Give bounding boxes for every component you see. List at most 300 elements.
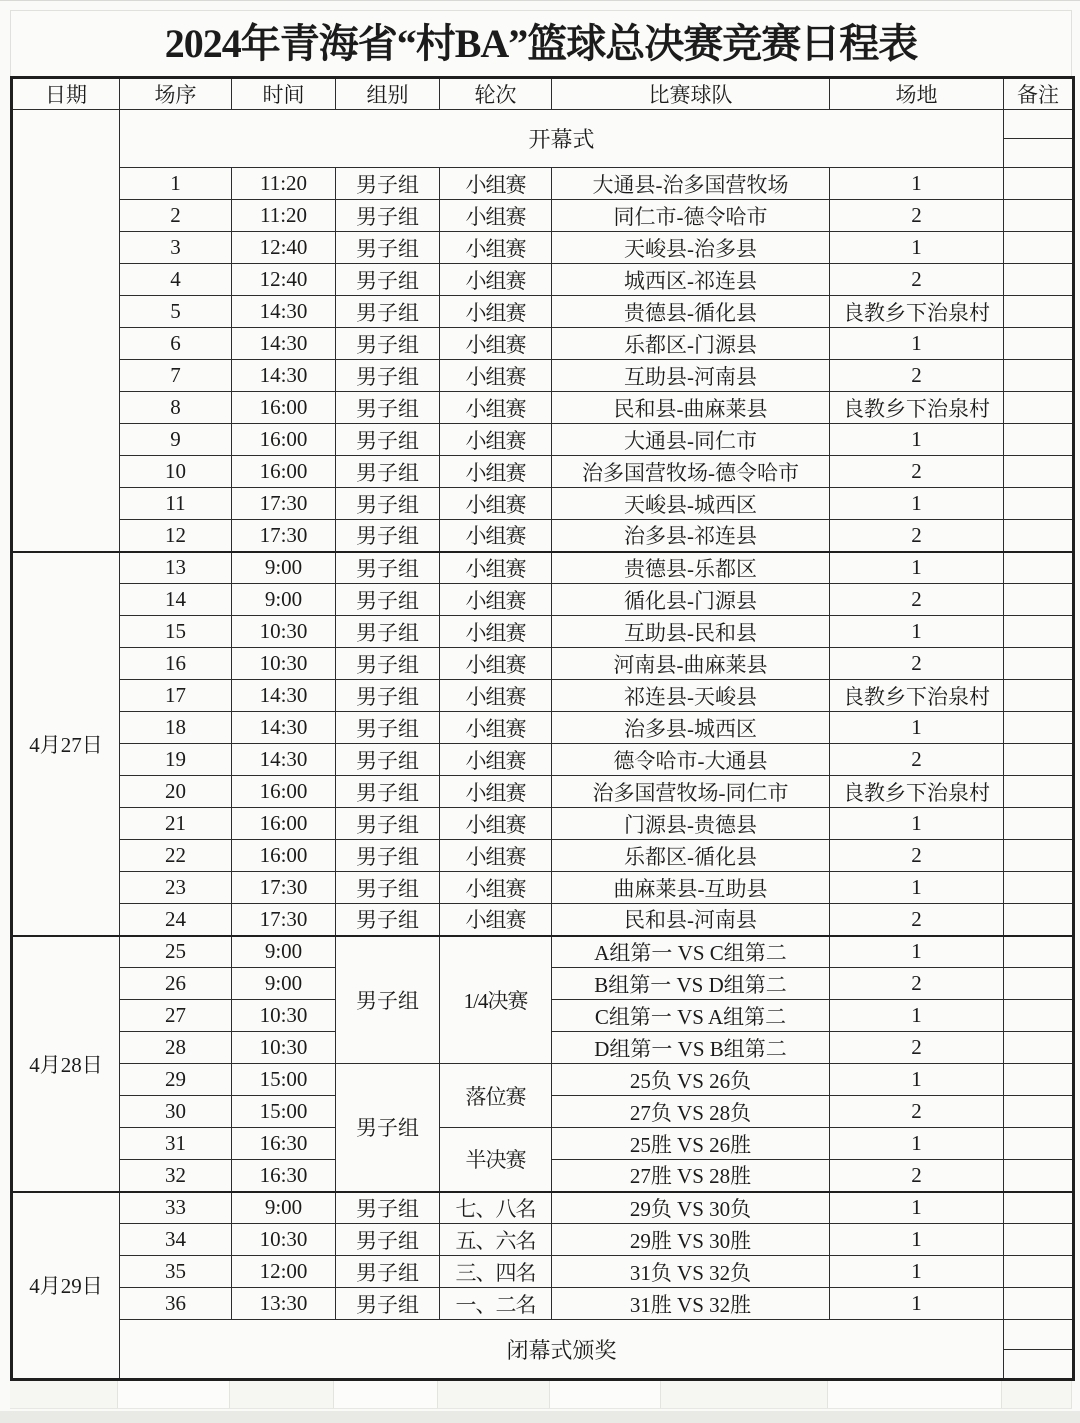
cell-group: 男子组	[336, 392, 440, 424]
cell-teams: 民和县-河南县	[552, 904, 830, 936]
match-row-14	[12, 584, 1074, 616]
cell-time: 14:30	[232, 296, 336, 328]
cell-round: 小组赛	[440, 264, 552, 296]
cell-group: 男子组	[336, 712, 440, 744]
cell-time: 9:00	[232, 1192, 336, 1224]
cell-remark	[1004, 616, 1074, 648]
cell-round: 五、六名	[440, 1224, 552, 1256]
cell-time: 16:30	[232, 1160, 336, 1192]
cell-teams: 同仁市-德令哈市	[552, 200, 830, 232]
ghost-column	[661, 1381, 828, 1409]
cell-match-no: 30	[120, 1096, 232, 1128]
cell-remark	[1004, 744, 1074, 776]
cell-round: 小组赛	[440, 168, 552, 200]
cell-venue: 2	[830, 456, 1004, 488]
cell-match-no: 34	[120, 1224, 232, 1256]
cell-teams: 25胜 VS 26胜	[552, 1128, 830, 1160]
cell-venue: 2	[830, 1096, 1004, 1128]
cell-date: 4月29日	[12, 1192, 120, 1380]
cell-venue: 1	[830, 616, 1004, 648]
cell-teams: 治多国营牧场-德令哈市	[552, 456, 830, 488]
match-row-36	[12, 1288, 1074, 1320]
cell-venue: 1	[830, 936, 1004, 968]
cell-teams: 门源县-贵德县	[552, 808, 830, 840]
match-row-9	[12, 424, 1074, 456]
cell-group: 男子组	[336, 872, 440, 904]
cell-match-no: 6	[120, 328, 232, 360]
cell-time: 10:30	[232, 1032, 336, 1064]
cell-remark	[1004, 584, 1074, 616]
match-row-4	[12, 264, 1074, 296]
cell-venue: 1	[830, 1256, 1004, 1288]
cell-teams: C组第一 VS A组第二	[552, 1000, 830, 1032]
cell-date: 4月28日	[12, 936, 120, 1192]
cell-teams: 天峻县-治多县	[552, 232, 830, 264]
cell-time: 17:30	[232, 872, 336, 904]
cell-remark	[1004, 1128, 1074, 1160]
cell-match-no: 35	[120, 1256, 232, 1288]
cell-group: 男子组	[336, 936, 440, 1064]
cell-remark	[1004, 200, 1074, 232]
cell-remark	[1004, 872, 1074, 904]
cell-group: 男子组	[336, 808, 440, 840]
cell-teams: 民和县-曲麻莱县	[552, 392, 830, 424]
cell-time: 11:20	[232, 200, 336, 232]
cell-remark	[1004, 1160, 1074, 1192]
cell-time: 11:20	[232, 168, 336, 200]
cell-group: 男子组	[336, 616, 440, 648]
cell-round: 小组赛	[440, 200, 552, 232]
cell-teams: 天峻县-城西区	[552, 488, 830, 520]
cell-match-no: 5	[120, 296, 232, 328]
cell-group: 男子组	[336, 200, 440, 232]
cell-match-no: 26	[120, 968, 232, 1000]
schedule-sheet	[0, 10, 1080, 1423]
cell-time: 16:00	[232, 392, 336, 424]
cell-time: 14:30	[232, 744, 336, 776]
cell-teams: 治多国营牧场-同仁市	[552, 776, 830, 808]
cell-teams: 25负 VS 26负	[552, 1064, 830, 1096]
cell-remark	[1004, 488, 1074, 520]
cell-remark	[1004, 648, 1074, 680]
cell-round: 小组赛	[440, 360, 552, 392]
cell-match-no: 11	[120, 488, 232, 520]
ceremony-row	[12, 1320, 1074, 1380]
cell-time: 9:00	[232, 552, 336, 584]
cell-round: 小组赛	[440, 424, 552, 456]
cell-venue: 2	[830, 904, 1004, 936]
cell-remark	[1004, 1000, 1074, 1032]
cell-match-no: 12	[120, 520, 232, 552]
cell-teams: 循化县-门源县	[552, 584, 830, 616]
cell-remark	[1004, 424, 1074, 456]
cell-match-no: 7	[120, 360, 232, 392]
cell-venue: 1	[830, 488, 1004, 520]
cell-time: 16:00	[232, 424, 336, 456]
cell-teams: 城西区-祁连县	[552, 264, 830, 296]
cell-time: 9:00	[232, 584, 336, 616]
cell-group: 男子组	[336, 424, 440, 456]
cell-group: 男子组	[336, 232, 440, 264]
column-header-teams: 比赛球队	[552, 78, 830, 110]
cell-venue: 2	[830, 840, 1004, 872]
cell-match-no: 27	[120, 1000, 232, 1032]
match-row-29	[12, 1064, 1074, 1096]
cell-time: 10:30	[232, 648, 336, 680]
cell-remark	[1004, 840, 1074, 872]
cell-remark	[1004, 968, 1074, 1000]
cell-time: 16:00	[232, 808, 336, 840]
cell-remark	[1004, 392, 1074, 424]
cell-remark	[1004, 1032, 1074, 1064]
cell-round: 小组赛	[440, 488, 552, 520]
cell-time: 10:30	[232, 1000, 336, 1032]
cell-teams: 31胜 VS 32胜	[552, 1288, 830, 1320]
cell-venue: 1	[830, 1224, 1004, 1256]
match-row-10	[12, 456, 1074, 488]
remark-subcell	[1004, 1349, 1072, 1350]
cell-teams: 29胜 VS 30胜	[552, 1224, 830, 1256]
cell-round: 小组赛	[440, 232, 552, 264]
table-header	[12, 78, 1074, 110]
cell-round: 三、四名	[440, 1256, 552, 1288]
cell-match-no: 16	[120, 648, 232, 680]
schedule-table	[10, 76, 1075, 1381]
cell-round: 七、八名	[440, 1192, 552, 1224]
cell-round: 小组赛	[440, 840, 552, 872]
cell-venue: 2	[830, 584, 1004, 616]
match-row-8	[12, 392, 1074, 424]
cell-teams: 祁连县-天峻县	[552, 680, 830, 712]
match-row-24	[12, 904, 1074, 936]
ghost-column	[334, 1381, 438, 1409]
ghost-column	[550, 1381, 661, 1409]
cell-time: 16:30	[232, 1128, 336, 1160]
cell-time: 17:30	[232, 520, 336, 552]
ghost-column	[118, 1381, 230, 1409]
cell-time: 14:30	[232, 328, 336, 360]
cell-date	[12, 110, 120, 552]
cell-venue: 2	[830, 360, 1004, 392]
cell-remark	[1004, 360, 1074, 392]
cell-time: 17:30	[232, 904, 336, 936]
cell-round: 落位赛	[440, 1064, 552, 1128]
cutoff-grid-strip	[10, 1381, 1072, 1409]
cell-remark	[1004, 1288, 1074, 1320]
ghost-column	[230, 1381, 334, 1409]
cell-group: 男子组	[336, 328, 440, 360]
cell-round: 小组赛	[440, 712, 552, 744]
cell-remark	[1004, 776, 1074, 808]
cell-remark	[1004, 1064, 1074, 1096]
match-row-18	[12, 712, 1074, 744]
cell-venue: 良教乡下治泉村	[830, 296, 1004, 328]
cell-match-no: 15	[120, 616, 232, 648]
cell-remark	[1004, 456, 1074, 488]
cell-round: 小组赛	[440, 808, 552, 840]
cell-teams: 贵德县-循化县	[552, 296, 830, 328]
cell-venue: 2	[830, 968, 1004, 1000]
cell-teams: 互助县-民和县	[552, 616, 830, 648]
cell-group: 男子组	[336, 264, 440, 296]
match-row-22	[12, 840, 1074, 872]
cell-round: 半决赛	[440, 1128, 552, 1192]
cell-match-no: 4	[120, 264, 232, 296]
cell-group: 男子组	[336, 1224, 440, 1256]
remark-subcell	[1004, 138, 1072, 139]
cell-time: 16:00	[232, 840, 336, 872]
cell-venue: 2	[830, 520, 1004, 552]
column-header-round: 轮次	[440, 78, 552, 110]
cell-round: 小组赛	[440, 776, 552, 808]
cell-time: 15:00	[232, 1096, 336, 1128]
cell-venue: 良教乡下治泉村	[830, 776, 1004, 808]
cell-teams: B组第一 VS D组第二	[552, 968, 830, 1000]
cell-time: 15:00	[232, 1064, 336, 1096]
cell-match-no: 8	[120, 392, 232, 424]
cell-group: 男子组	[336, 456, 440, 488]
cell-group: 男子组	[336, 840, 440, 872]
cell-remark	[1004, 808, 1074, 840]
cell-time: 12:40	[232, 232, 336, 264]
cell-venue: 2	[830, 264, 1004, 296]
cell-match-no: 1	[120, 168, 232, 200]
cell-venue: 2	[830, 744, 1004, 776]
cell-remark	[1004, 264, 1074, 296]
match-row-11	[12, 488, 1074, 520]
ceremony-label: 开幕式	[120, 110, 1004, 168]
cell-venue: 1	[830, 1288, 1004, 1320]
match-row-31	[12, 1128, 1074, 1160]
cell-venue: 1	[830, 808, 1004, 840]
cell-group: 男子组	[336, 360, 440, 392]
match-row-12	[12, 520, 1074, 552]
cell-teams: 乐都区-门源县	[552, 328, 830, 360]
cell-time: 12:00	[232, 1256, 336, 1288]
cell-group: 男子组	[336, 744, 440, 776]
column-header-no: 场序	[120, 78, 232, 110]
cell-time: 16:00	[232, 776, 336, 808]
match-row-16	[12, 648, 1074, 680]
cell-venue: 1	[830, 1128, 1004, 1160]
cell-remark	[1004, 328, 1074, 360]
cell-teams: 治多县-祁连县	[552, 520, 830, 552]
cell-venue: 1	[830, 232, 1004, 264]
ceremony-label: 闭幕式颁奖	[120, 1320, 1004, 1380]
cell-remark-split	[1004, 110, 1074, 168]
cell-match-no: 28	[120, 1032, 232, 1064]
cell-time: 14:30	[232, 360, 336, 392]
cell-match-no: 25	[120, 936, 232, 968]
cell-remark	[1004, 552, 1074, 584]
header-row	[12, 78, 1074, 110]
cell-group: 男子组	[336, 1256, 440, 1288]
cell-match-no: 9	[120, 424, 232, 456]
cell-round: 小组赛	[440, 904, 552, 936]
cell-teams: A组第一 VS C组第二	[552, 936, 830, 968]
cell-time: 10:30	[232, 1224, 336, 1256]
cell-group: 男子组	[336, 648, 440, 680]
cell-remark	[1004, 168, 1074, 200]
cell-round: 一、二名	[440, 1288, 552, 1320]
cell-match-no: 36	[120, 1288, 232, 1320]
cell-remark-split	[1004, 1320, 1074, 1380]
cell-remark	[1004, 904, 1074, 936]
cell-teams: 治多县-城西区	[552, 712, 830, 744]
cell-match-no: 20	[120, 776, 232, 808]
match-row-7	[12, 360, 1074, 392]
cell-round: 小组赛	[440, 584, 552, 616]
cell-match-no: 2	[120, 200, 232, 232]
cell-group: 男子组	[336, 488, 440, 520]
cell-match-no: 32	[120, 1160, 232, 1192]
column-header-remark: 备注	[1004, 78, 1074, 110]
cell-round: 小组赛	[440, 616, 552, 648]
cell-match-no: 29	[120, 1064, 232, 1096]
cell-venue: 良教乡下治泉村	[830, 680, 1004, 712]
cell-match-no: 18	[120, 712, 232, 744]
cell-venue: 2	[830, 648, 1004, 680]
cell-remark	[1004, 936, 1074, 968]
cell-time: 14:30	[232, 680, 336, 712]
ghost-column	[828, 1381, 1002, 1409]
cell-group: 男子组	[336, 1192, 440, 1224]
cell-round: 小组赛	[440, 680, 552, 712]
match-row-35	[12, 1256, 1074, 1288]
cell-match-no: 24	[120, 904, 232, 936]
cell-venue: 1	[830, 872, 1004, 904]
cell-venue: 1	[830, 168, 1004, 200]
cell-group: 男子组	[336, 520, 440, 552]
cell-time: 9:00	[232, 936, 336, 968]
photo-bottom-band	[0, 1411, 1080, 1423]
cell-venue: 1	[830, 328, 1004, 360]
cell-match-no: 10	[120, 456, 232, 488]
cell-group: 男子组	[336, 168, 440, 200]
cell-time: 10:30	[232, 616, 336, 648]
cell-venue: 1	[830, 1064, 1004, 1096]
cell-match-no: 33	[120, 1192, 232, 1224]
cell-teams: 大通县-同仁市	[552, 424, 830, 456]
match-row-23	[12, 872, 1074, 904]
cell-venue: 良教乡下治泉村	[830, 392, 1004, 424]
cell-date: 4月27日	[12, 552, 120, 936]
match-row-6	[12, 328, 1074, 360]
cell-time: 13:30	[232, 1288, 336, 1320]
cell-time: 12:40	[232, 264, 336, 296]
cell-teams: 29负 VS 30负	[552, 1192, 830, 1224]
cell-match-no: 23	[120, 872, 232, 904]
match-row-5	[12, 296, 1074, 328]
cell-time: 16:00	[232, 456, 336, 488]
column-header-venue: 场地	[830, 78, 1004, 110]
cell-venue: 2	[830, 200, 1004, 232]
cell-match-no: 22	[120, 840, 232, 872]
cell-remark	[1004, 1192, 1074, 1224]
cell-time: 9:00	[232, 968, 336, 1000]
cell-round: 1/4决赛	[440, 936, 552, 1064]
cell-remark	[1004, 1256, 1074, 1288]
page-title: 2024年青海省“村BA”篮球总决赛竞赛日程表	[10, 10, 1072, 76]
cell-teams: 27胜 VS 28胜	[552, 1160, 830, 1192]
cell-round: 小组赛	[440, 744, 552, 776]
column-header-date: 日期	[12, 78, 120, 110]
cell-remark	[1004, 232, 1074, 264]
cell-teams: 贵德县-乐都区	[552, 552, 830, 584]
cell-group: 男子组	[336, 904, 440, 936]
cell-teams: 31负 VS 32负	[552, 1256, 830, 1288]
table-body	[12, 110, 1074, 1380]
cell-remark	[1004, 712, 1074, 744]
match-row-20	[12, 776, 1074, 808]
cell-teams: 27负 VS 28负	[552, 1096, 830, 1128]
cell-match-no: 19	[120, 744, 232, 776]
cell-match-no: 31	[120, 1128, 232, 1160]
cell-venue: 2	[830, 1160, 1004, 1192]
match-row-2	[12, 200, 1074, 232]
cell-remark	[1004, 520, 1074, 552]
cell-round: 小组赛	[440, 552, 552, 584]
ghost-column	[1002, 1381, 1072, 1409]
cell-match-no: 21	[120, 808, 232, 840]
cell-teams: 德令哈市-大通县	[552, 744, 830, 776]
cell-teams: 乐都区-循化县	[552, 840, 830, 872]
cell-teams: 大通县-治多国营牧场	[552, 168, 830, 200]
cell-round: 小组赛	[440, 456, 552, 488]
match-row-34	[12, 1224, 1074, 1256]
cell-group: 男子组	[336, 584, 440, 616]
match-row-33	[12, 1192, 1074, 1224]
cell-teams: D组第一 VS B组第二	[552, 1032, 830, 1064]
cell-round: 小组赛	[440, 520, 552, 552]
cell-match-no: 3	[120, 232, 232, 264]
cell-venue: 1	[830, 424, 1004, 456]
cell-match-no: 13	[120, 552, 232, 584]
cell-time: 17:30	[232, 488, 336, 520]
match-row-1	[12, 168, 1074, 200]
cell-group: 男子组	[336, 1288, 440, 1320]
match-row-3	[12, 232, 1074, 264]
cell-venue: 1	[830, 712, 1004, 744]
ceremony-row	[12, 110, 1074, 168]
match-row-13	[12, 552, 1074, 584]
ghost-column	[10, 1381, 118, 1409]
cell-match-no: 14	[120, 584, 232, 616]
cell-match-no: 17	[120, 680, 232, 712]
cell-group: 男子组	[336, 776, 440, 808]
cell-group: 男子组	[336, 1064, 440, 1192]
cell-round: 小组赛	[440, 296, 552, 328]
cell-group: 男子组	[336, 552, 440, 584]
cell-group: 男子组	[336, 296, 440, 328]
cell-round: 小组赛	[440, 392, 552, 424]
cell-time: 14:30	[232, 712, 336, 744]
cell-venue: 1	[830, 1192, 1004, 1224]
cell-venue: 1	[830, 1000, 1004, 1032]
cell-remark	[1004, 1224, 1074, 1256]
match-row-25	[12, 936, 1074, 968]
match-row-19	[12, 744, 1074, 776]
cell-venue: 1	[830, 552, 1004, 584]
cell-teams: 河南县-曲麻莱县	[552, 648, 830, 680]
cell-group: 男子组	[336, 680, 440, 712]
cell-venue: 2	[830, 1032, 1004, 1064]
cell-remark	[1004, 296, 1074, 328]
cell-teams: 曲麻莱县-互助县	[552, 872, 830, 904]
cell-teams: 互助县-河南县	[552, 360, 830, 392]
ghost-column	[438, 1381, 550, 1409]
match-row-21	[12, 808, 1074, 840]
